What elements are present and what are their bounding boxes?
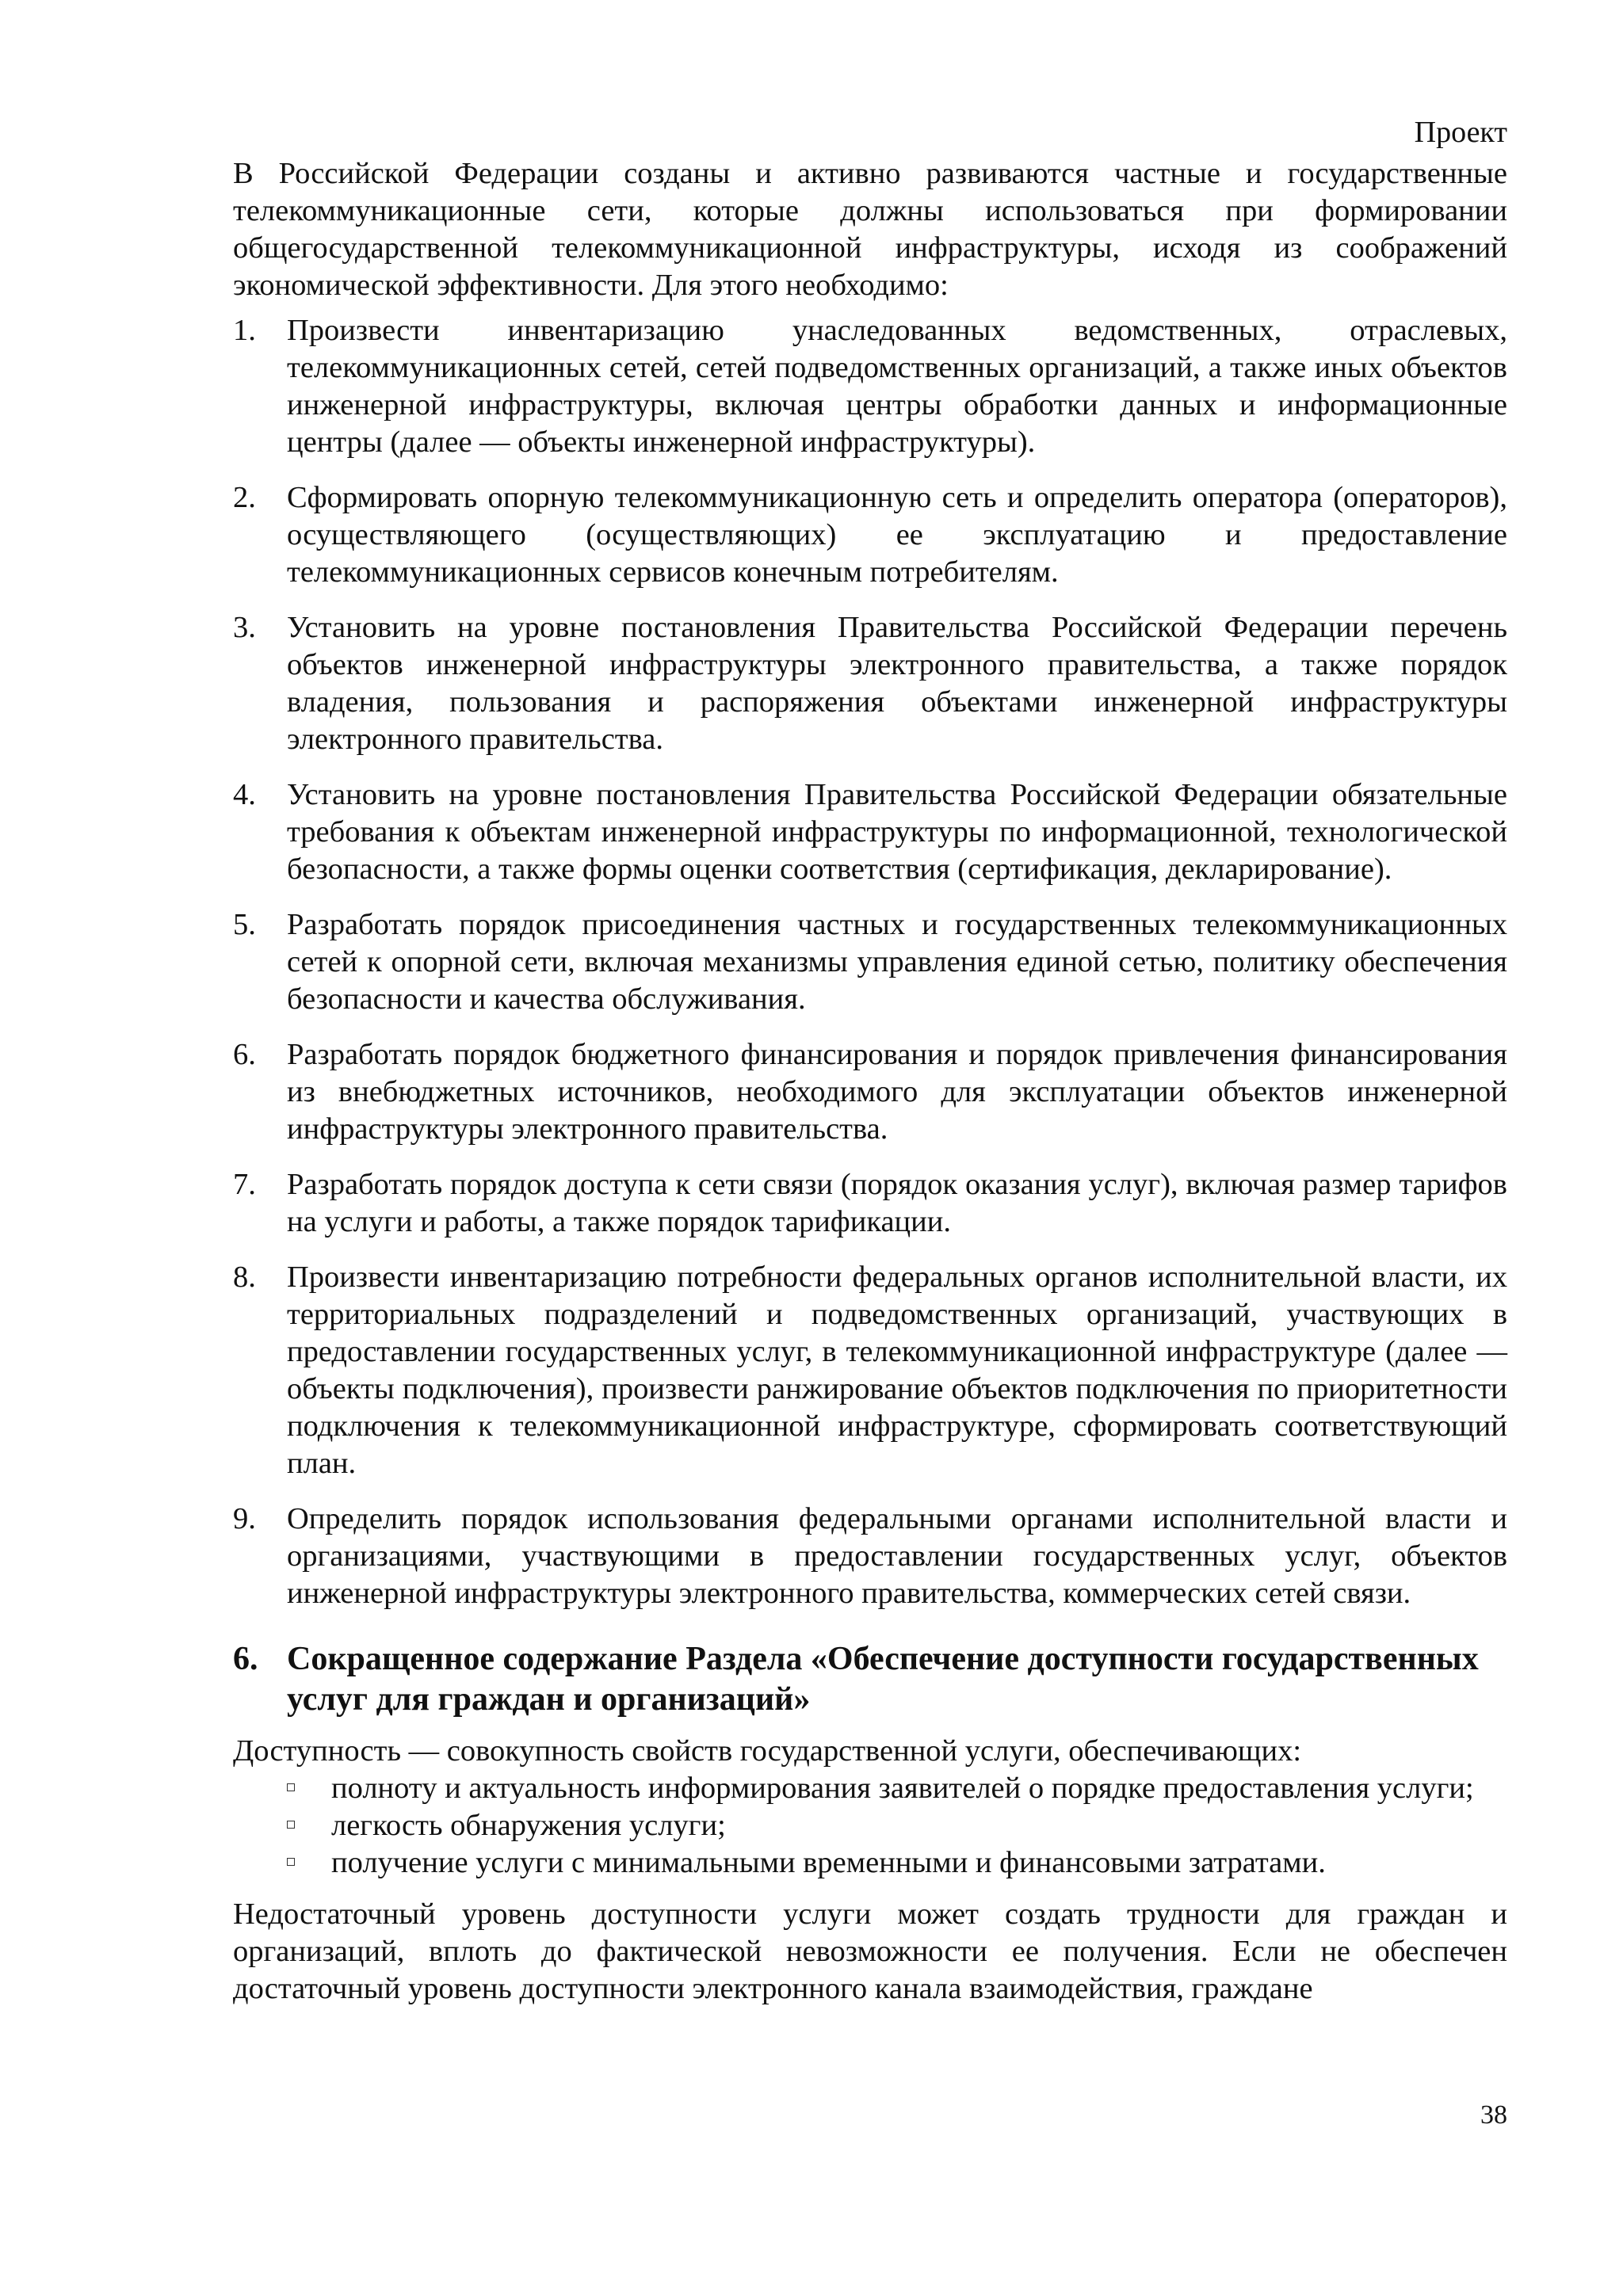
section-heading [233,1639,1507,1720]
bullet-text: полноту и актуальность информирования заявителей о порядке предоставления услуги; [331,1772,1474,1805]
list-item-text: Установить на уровне постановления Правительства Российской Федерации перечень объектов инженерной инфраструктуры электронного правительства, а также порядок владения, пользования и распоряжения объектами инженерной инфраструктуры электронного правительства. [287,611,1507,756]
bullet-item [233,1770,1507,1807]
list-item [233,1501,1507,1612]
list-item-text: Произвести инвентаризацию потребности федеральных органов исполнительной власти, их территориальных подразделений и подведомственных организаций, участвующих в предоставлении государственных услуг, в телекоммуникационной инфраструктуре (далее — объекты подключения), произвести ранжирование объектов подключения по приоритетности подключения к телекоммуникационной инфраструктуре, сформировать соответствующий план. [287,1261,1507,1480]
list-item-number: 6. [233,1038,256,1071]
bullet-text: легкость обнаружения услуги; [331,1809,726,1842]
section-title: Сокращенное содержание Раздела «Обеспечение доступности государственных услуг для граждан и организаций» [287,1641,1479,1718]
list-item [233,312,1507,461]
list-item [233,609,1507,758]
list-item-number: 9. [233,1502,256,1535]
list-item-text: Произвести инвентаризацию унаследованных ведомственных, отраслевых, телекоммуникационных сетей, сетей подведомственных организаций, а также иных объектов инженерной инфраструктуры, включая центры обработки данных и информационные центры (далее — объекты инженерной инфраструктуры). [287,314,1507,459]
numbered-list [233,312,1507,1612]
page-content [233,155,1507,2008]
list-item-text: Разработать порядок бюджетного финансирования и порядок привлечения финансирования из внебюджетных источников, необходимого для эксплуатации объектов инженерной инфраструктуры электронного правительства. [287,1038,1507,1146]
page-number: 38 [1480,2100,1507,2130]
list-item-number: 1. [233,314,256,347]
square-bullet-icon [287,1858,295,1866]
list-item [233,1036,1507,1148]
list-item-number: 8. [233,1261,256,1294]
list-item-text: Установить на уровне постановления Правительства Российской Федерации обязательные требования к объектам инженерной инфраструктуры по информационной, технологической безопасности, а также формы оценки соответствия (сертификация, декларирование). [287,778,1507,886]
list-item-number: 4. [233,778,256,811]
bullet-text: получение услуги с минимальными временными и финансовыми затратами. [331,1846,1326,1879]
definition-paragraph: Доступность — совокупность свойств государственной услуги, обеспечивающих: [233,1734,1302,1768]
intro-paragraph: В Российской Федерации созданы и активно развиваются частные и государственные телекоммуникационные сети, которые должны использоваться при формировании общегосударственной телекоммуникационной инфраструктуры, исходя из соображений экономической эффективности. Для этого необходимо: [233,157,1507,302]
list-item-text: Разработать порядок доступа к сети связи (порядок оказания услуг), включая размер тарифов на услуги и работы, а также порядок тарификации. [287,1168,1507,1238]
square-bullet-icon [287,1783,295,1791]
project-label: Проект [1414,116,1507,149]
list-item-number: 3. [233,611,256,644]
bullet-item [233,1844,1507,1882]
list-item-number: 5. [233,908,256,941]
bullet-list [233,1770,1507,1882]
list-item [233,479,1507,591]
list-item-number: 7. [233,1168,256,1201]
list-item-text: Сформировать опорную телекоммуникационную сеть и определить оператора (операторов), осуществляющего (осуществляющих) ее эксплуатацию и предоставление телекоммуникационных сервисов конечным потребителям. [287,481,1507,589]
final-paragraph: Недостаточный уровень доступности услуги может создать трудности для граждан и организаций, вплоть до фактической невозможности ее получения. Если не обеспечен достаточный уровень доступности электронного канала взаимодействия, граждане [233,1897,1507,2005]
list-item [233,906,1507,1018]
list-item [233,1259,1507,1482]
bullet-item [233,1807,1507,1844]
list-item [233,1166,1507,1241]
list-item-number: 2. [233,481,256,514]
section-number: 6. [233,1641,258,1677]
list-item [233,776,1507,888]
square-bullet-icon [287,1821,295,1829]
list-item-text: Разработать порядок присоединения частных и государственных телекоммуникационных сетей к опорной сети, включая механизмы управления единой сетью, политику обеспечения безопасности и качества обслуживания. [287,908,1507,1016]
list-item-text: Определить порядок использования федеральными органами исполнительной власти и организациями, участвующими в предоставлении государственных услуг, объектов инженерной инфраструктуры электронного правительства, коммерческих сетей связи. [287,1502,1507,1610]
